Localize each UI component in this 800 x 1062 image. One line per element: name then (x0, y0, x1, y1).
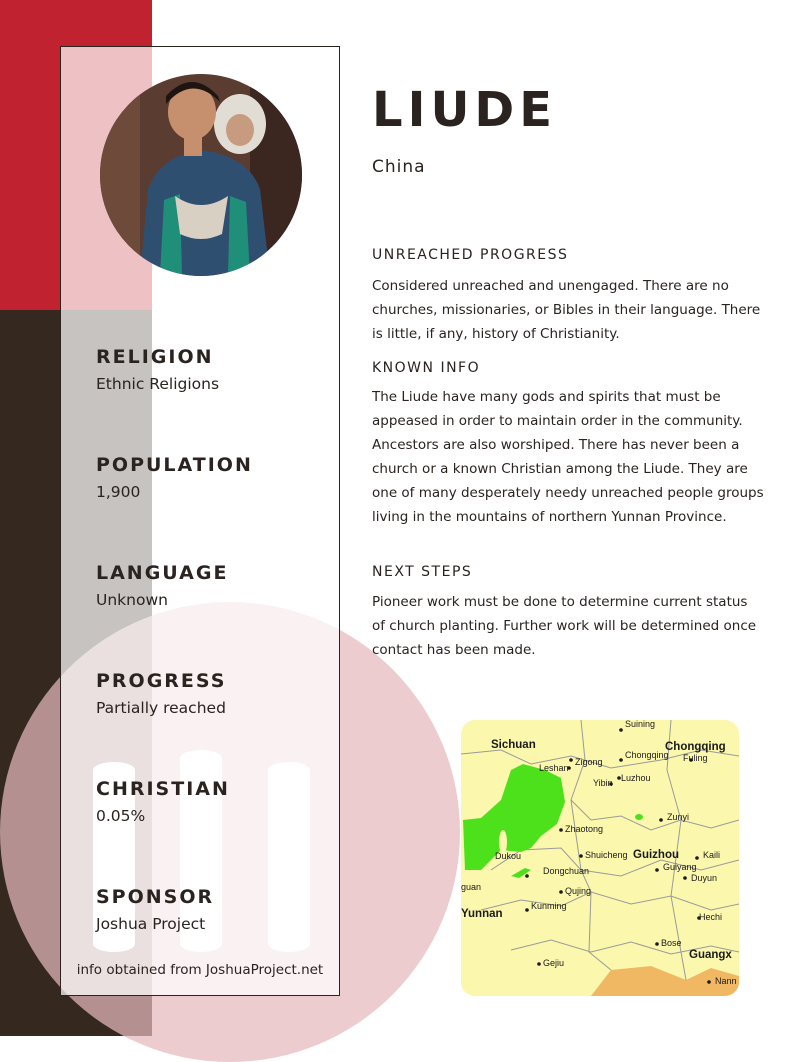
map-label-shuicheng: Shuicheng (585, 850, 628, 860)
unreached-progress-heading: UNREACHED PROGRESS (372, 247, 569, 263)
map-label-kaili: Kaili (703, 850, 721, 860)
next-steps-heading: NEXT STEPS (372, 564, 473, 580)
map-label-leshan: Leshan (539, 763, 569, 773)
map-label-kunming: Kunming (531, 901, 567, 911)
religion-label: RELIGION (96, 346, 214, 368)
decorative-pillar (268, 762, 310, 952)
christian-label: CHRISTIAN (96, 778, 230, 800)
progress-value: Partially reached (96, 699, 226, 717)
map-label-gejiu: Gejiu (543, 958, 565, 968)
country-name: China (372, 157, 426, 177)
language-label: LANGUAGE (96, 562, 229, 584)
region-map (461, 720, 739, 996)
religion-value: Ethnic Religions (96, 375, 220, 393)
population-value: 1,900 (96, 483, 141, 501)
portrait-photo (100, 74, 302, 276)
map-label-yibin: Yibin (593, 778, 613, 788)
map-label-chongqing-city: Chongqing (625, 750, 669, 760)
map-label-guizhou: Guizhou (633, 849, 679, 861)
map-label-hechi: Hechi (699, 912, 723, 922)
sponsor-value: Joshua Project (96, 915, 206, 933)
known-info-text: The Liude have many gods and spirits that must be appeased in order to maintain order in the community. Ancestors are also worshiped. There has never been a church or a known Christian among the Liude. They are one of many desperately needy unreached people groups living in the mountains of northern Yunnan Province. (372, 389, 764, 525)
map-label-bose: Bose (661, 938, 682, 948)
map-label-luzhou: Luzhou (621, 773, 651, 783)
people-group-title: LIUDE (372, 82, 558, 138)
map-label-suining: Suining (625, 720, 656, 729)
population-label: POPULATION (96, 454, 253, 476)
map-label-yunnan: Yunnan (461, 908, 503, 920)
map-label-dongchuan: Dongchuan (543, 866, 590, 876)
map-label-dukou: Dukou (495, 851, 522, 861)
map-label-guan: guan (461, 882, 482, 892)
christian-value: 0.05% (96, 807, 146, 825)
map-label-sichuan: Sichuan (491, 739, 536, 751)
progress-label: PROGRESS (96, 670, 227, 692)
map-label-fuling: Fuling (683, 753, 708, 763)
next-steps-text: Pioneer work must be done to determine current status of church planting. Further work will be determined once contact has been made. (372, 594, 757, 658)
map-label-zhaotong: Zhaotong (565, 824, 604, 834)
map-label-guangx: Guangx (689, 949, 732, 961)
map-label-zigong: Zigong (575, 757, 603, 767)
map-label-chongqing: Chongqing (665, 741, 726, 753)
sponsor-label: SPONSOR (96, 886, 215, 908)
map-label-qujing: Qujing (565, 886, 592, 896)
unreached-progress-text: Considered unreached and unengaged. There are no churches, missionaries, or Bibles in their language. There is little, if any, history of Christianity. (372, 278, 761, 342)
source-credit: info obtained from JoshuaProject.net (76, 962, 324, 978)
known-info-heading: KNOWN INFO (372, 360, 481, 376)
map-label-nann: Nann (715, 976, 737, 986)
map-label-guiyang: Guiyang (663, 862, 697, 872)
language-value: Unknown (96, 591, 168, 609)
map-label-duyun: Duyun (691, 873, 718, 883)
map-label-zunyi: Zunyi (667, 812, 690, 822)
